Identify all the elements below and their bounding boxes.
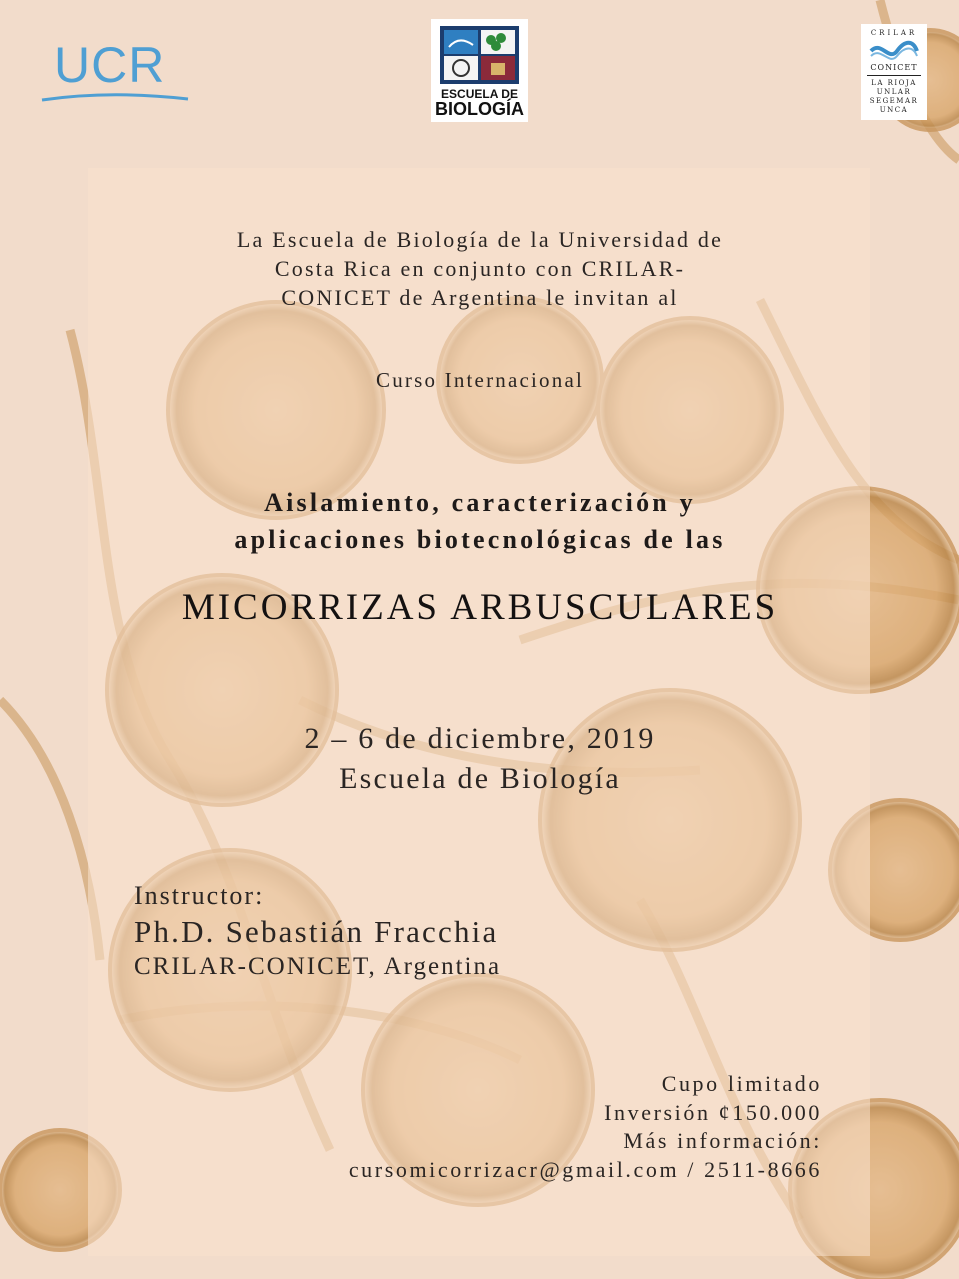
course-date: 2 – 6 de diciembre, 2019 bbox=[304, 722, 656, 755]
instructor-affiliation: CRILAR-CONICET, Argentina bbox=[134, 953, 502, 980]
ucr-logo bbox=[40, 38, 190, 104]
crilar-logo-sub-2: UNLAR bbox=[876, 88, 912, 96]
more-info-label: Más información: bbox=[623, 1128, 822, 1153]
course-type: Curso Internacional bbox=[376, 368, 584, 392]
crilar-conicet-logo bbox=[861, 24, 927, 120]
ucr-logo-text: UCR bbox=[54, 37, 166, 93]
instructor-name: Ph.D. Sebastián Fracchia bbox=[134, 914, 499, 949]
course-title-main: MICORRIZAS ARBUSCULARES bbox=[181, 587, 779, 628]
intro-line-2: Costa Rica en conjunto con CRILAR- bbox=[274, 256, 686, 281]
course-venue: Escuela de Biología bbox=[339, 762, 621, 795]
crilar-logo-divider bbox=[867, 75, 921, 76]
crilar-logo-sub-3: SEGEMAR bbox=[869, 97, 919, 105]
crilar-logo-conicet: CONICET bbox=[870, 63, 918, 72]
capacity-note: Cupo limitado bbox=[661, 1071, 822, 1096]
crilar-logo-sub-1: LA RIOJA bbox=[871, 79, 917, 87]
course-title-line-1: Aislamiento, caracterización y bbox=[264, 488, 696, 517]
crilar-logo-title: CRILAR bbox=[870, 29, 918, 37]
contact-info: cursomicorrizacr@gmail.com / 2511-8666 bbox=[348, 1157, 822, 1182]
escuela-logo-line1: ESCUELA DE bbox=[441, 87, 518, 101]
ucr-swoosh-icon bbox=[40, 92, 190, 104]
escuela-logo-line2: BIOLOGÍA bbox=[435, 99, 524, 119]
escuela-biologia-logo bbox=[431, 19, 528, 122]
intro-line-1: La Escuela de Biología de la Universidad de bbox=[236, 227, 724, 252]
cost-note: Inversión ¢150.000 bbox=[604, 1100, 822, 1125]
crilar-logo-sub-4: UNCA bbox=[879, 106, 909, 114]
intro-line-3: CONICET de Argentina le invitan al bbox=[281, 285, 679, 310]
shield-icon bbox=[439, 25, 520, 85]
instructor-label: Instructor: bbox=[134, 881, 265, 910]
conicet-wave-icon bbox=[867, 38, 921, 64]
course-title-line-2: aplicaciones biotecnológicas de las bbox=[234, 525, 726, 554]
